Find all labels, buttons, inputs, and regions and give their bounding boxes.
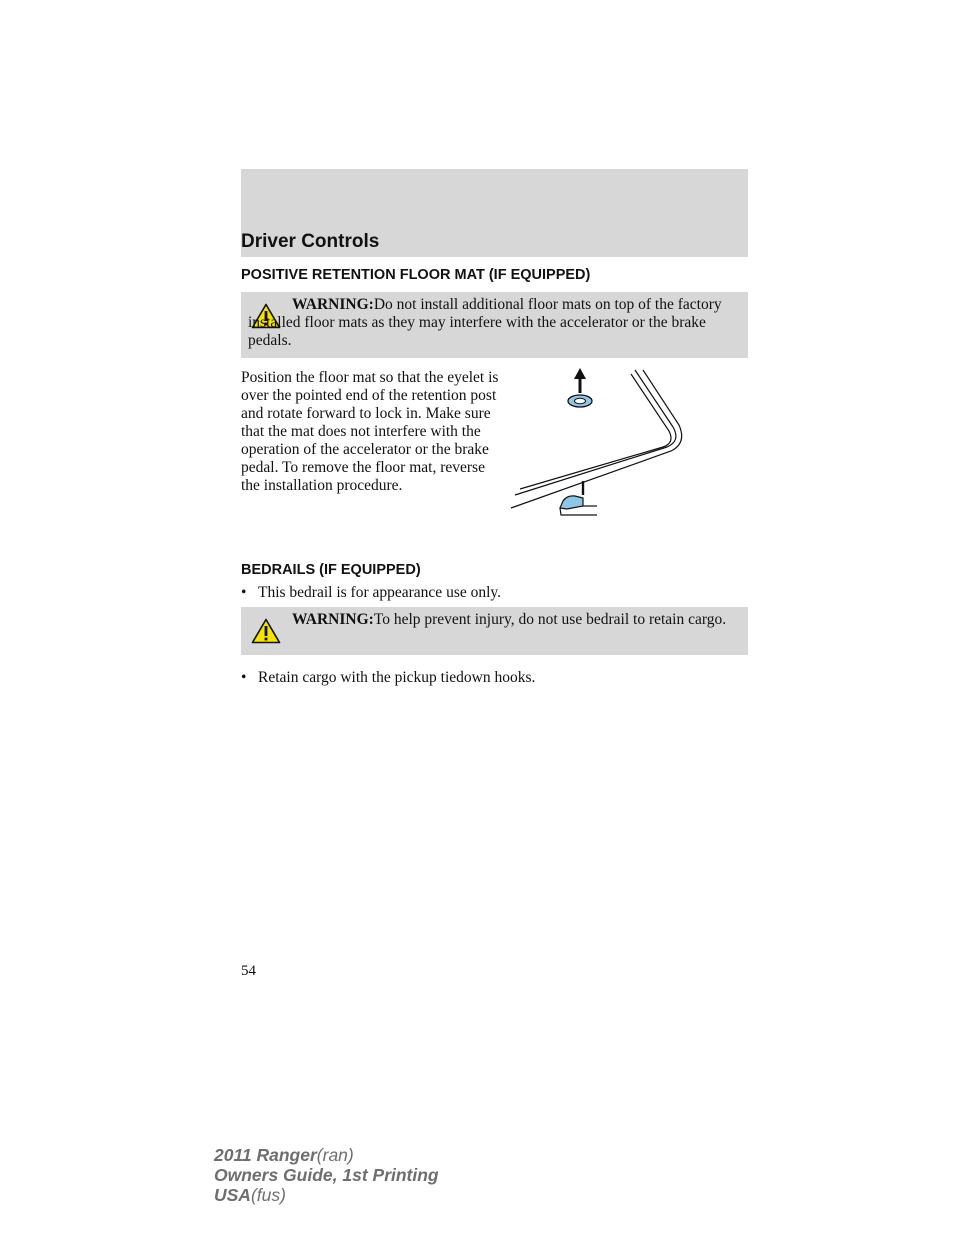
up-arrow-icon <box>574 368 586 393</box>
floor-mat-retention-illustration <box>505 365 705 525</box>
floor-mat-heading: POSITIVE RETENTION FLOOR MAT (IF EQUIPPED) <box>241 267 591 283</box>
bedrail-warning-text: WARNING:To help prevent injury, do not use bedrail to retain cargo. <box>292 611 727 628</box>
retention-post-icon <box>560 481 597 515</box>
eyelet-icon <box>568 395 592 407</box>
section-header-band <box>241 169 748 257</box>
section-title: Driver Controls <box>241 231 380 252</box>
bedrails-heading: BEDRAILS (IF EQUIPPED) <box>241 562 421 578</box>
floor-mat-warning-text: WARNING:Do not install additional floor mats on top of the factory installed floor mats as they may interfere with the accelerator or the brake pedals. <box>248 296 722 349</box>
document-footer <box>214 1145 439 1205</box>
footer-line-market: USA(fus) <box>214 1185 286 1205</box>
footer-line-edition: Owners Guide, 1st Printing <box>214 1165 439 1185</box>
page-number: 54 <box>241 963 256 979</box>
bedrail-bullet-tiedown: • Retain cargo with the pickup tiedown hooks. <box>241 669 536 686</box>
bedrail-warning-box <box>241 607 748 655</box>
bedrail-bullet-appearance: • This bedrail is for appearance use only. <box>241 584 502 601</box>
floor-mat-instructions: Position the floor mat so that the eyelet is over the pointed end of the retention post and rotate forward to lock in. Make sure that the mat does not interfere with the operation of the accelerator or the brake pedal. To remove the floor mat, reverse the installation procedure. <box>241 369 499 494</box>
floor-mat-warning-box <box>241 292 748 358</box>
footer-line-model: 2011 Ranger(ran) <box>214 1145 354 1165</box>
